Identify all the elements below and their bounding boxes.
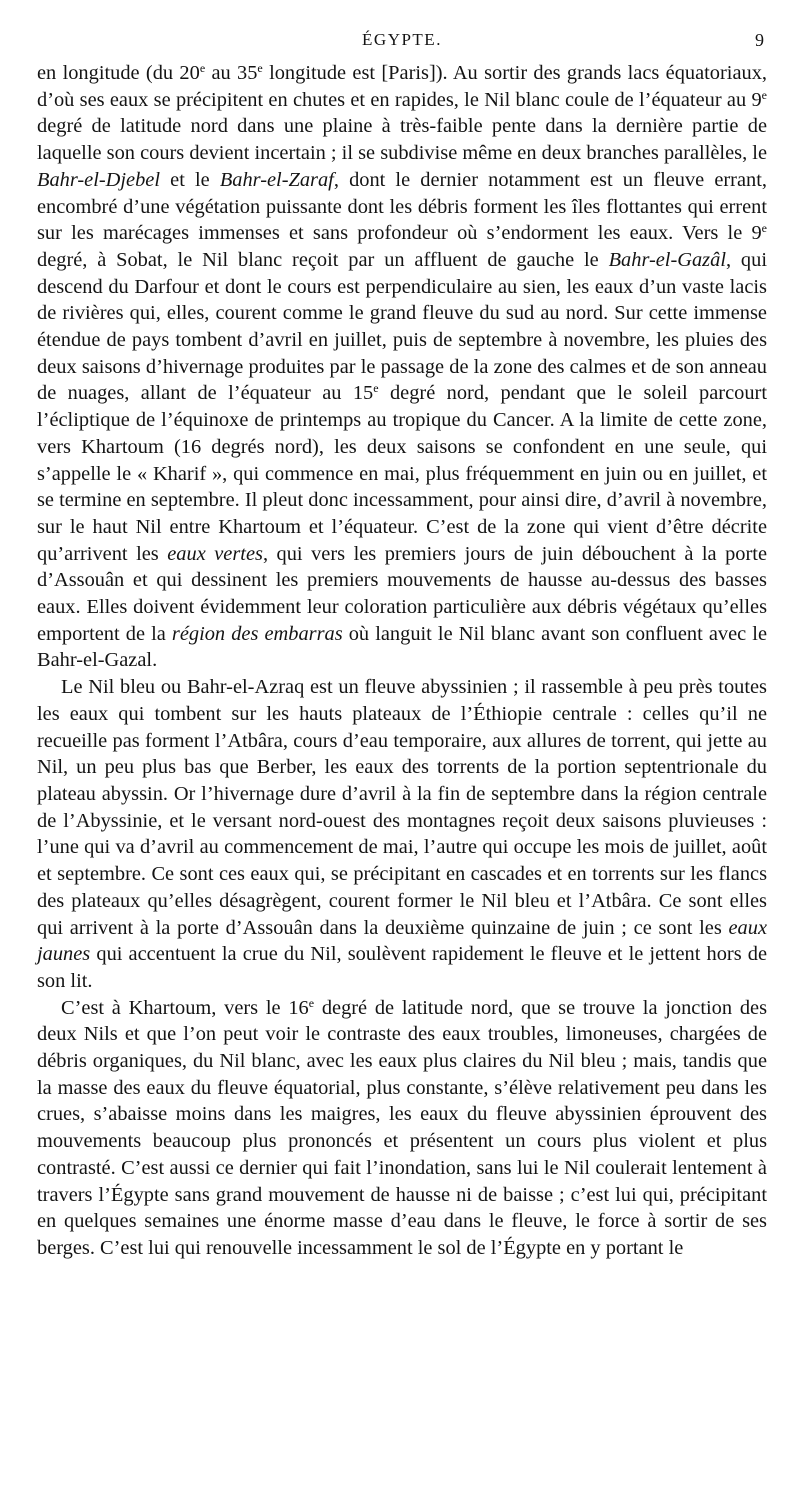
body-text [37,60,767,1262]
italic-term: région des embarras [171,622,343,645]
ordinal-superscript: e [761,87,767,102]
text-run: en longitude (du 20 [37,62,200,84]
text-run: , qui descend du Darfour et dont le cours est perpendiculaire au sien, les eaux d’un vaste lacis de rivières qui, elles, courent comme le grand fleuve du sud au nord. Sur cette immense étendue de pays tombent d’avril en juillet, puis de septembre à novembre, les pluies des deux saisons d’hivernage produites par le passage de la zone des calmes et de son anneau de nuages, allant de l’équateur au 15 [37,248,767,405]
page-number: 9 [755,30,764,50]
ordinal-superscript: e [199,61,206,75]
italic-term: Bahr-el-Djebel [37,168,161,191]
book-page [37,30,767,1262]
ordinal-superscript: e [308,995,315,1010]
text-run: , dont le dernier notamment est un fleuve errant, encombré d’une végétation puissante dont les débris forment les îles flottantes qui errent sur les marécages immenses et sans profondeur où s’endorment les eaux. Vers le 9 [37,168,767,245]
running-title: ÉGYPTE. [362,30,442,49]
paragraph [37,674,767,994]
ordinal-superscript: e [257,61,263,75]
ordinal-superscript: e [761,221,767,236]
text-run: longitude est [Paris]). Au sortir des grands lacs équatoriaux, d’où ses eaux se précipitent en chutes et en rapides, le Nil blanc coule de l’équateur au 9 [37,62,767,111]
text-run: degré, à Sobat, le Nil blanc reçoit par un affluent de gauche le [37,248,609,271]
text-run: Le Nil bleu ou Bahr-el-Azraq est un fleuve abyssinien ; il rassemble à peu près toutes les eaux qui tombent sur les hauts plateaux de l’Éthiopie centrale : celles qu’il ne recueille pas forment l’Atbâra, cours d’eau temporaire, aux allures de torrent, qui jette au Nil, un peu plus bas que Berber, les eaux des torrents de la portion septentrionale du plateau abyssin. Or l’hivernage dure d’avril à la fin de septembre dans la région centrale de l’Abyssinie, et le versant nord-ouest des montagnes reçoit deux saisons pluvieuses : l’une qui va d’avril au commencement de mai, l’autre qui occupe les mois de juillet, août et septembre. Ce sont ces eaux qui, se précipitant en cascades et en torrents sur les flancs des plateaux qu’elles désagrègent, courent former le Nil bleu et l’Atbâra. Ce sont elles qui arrivent à la porte d’Assouân dans la deuxième quinzaine de juin ; ce sont les [37,676,767,939]
text-run: degré de latitude nord dans une plaine à très-faible pente dans la dernière partie de laquelle son cours devient incertain ; il se subdivise même en deux branches parallèles, le [37,115,767,165]
paragraph [37,60,767,674]
paragraph [37,995,767,1262]
text-run: , qui vers les premiers jours de juin débouchent à la porte d’Assouân et qui dessinent les premiers mouvements de hausse au-dessus des basses eaux. Elles doivent évidemment leur coloration particulière aux débris végétaux qu’elles emportent de la [37,542,767,645]
ordinal-superscript: e [373,381,379,396]
text-run: et le [160,168,220,191]
text-run: où languit le Nil blanc avant son confluent avec le Bahr-el-Gazal. [37,622,768,672]
text-run: degré de latitude nord, que se trouve la jonction des deux Nils et que l’on peut voir le contraste des eaux troubles, limoneuses, chargées de débris organiques, du Nil blanc, avec les eaux plus claires du Nil bleu ; mais, tandis que la masse des eaux du fleuve équatorial, plus constante, s’élève relativement peu dans les crues, s’abaisse moins dans les maigres, les eaux du fleuve abyssinien éprouvent des mouvements beaucoup plus prononcés et présentent un cours plus violent et plus contrasté. C’est aussi ce dernier qui fait l’inondation, sans lui le Nil coulerait lentement à travers l’Égypte sans grand mouvement de hausse ni de baisse ; c’est lui qui, précipitant en quelques semaines une énorme masse d’eau dans le fleuve, le force à sortir de ses berges. C’est lui qui renouvelle incessamment le sol de l’Égypte en y portant le [37,996,768,1259]
text-run: qui accentuent la crue du Nil, soulèvent rapidement le fleuve et le jettent hors de son lit. [37,943,767,992]
running-head [37,30,767,60]
italic-term: Bahr-el-Gazâl [608,248,726,271]
text-run: au 35 [205,62,258,84]
italic-term: eaux jaunes [37,916,767,966]
italic-term: eaux vertes [167,542,263,565]
italic-term: Bahr-el-Zaraf [219,168,334,191]
text-run: C’est à Khartoum, vers le 16 [61,996,309,1019]
text-run: degré nord, pendant que le soleil parcourt l’écliptique de l’équinoxe de printemps au tropique du Cancer. A la limite de cette zone, vers Khartoum (16 degrés nord), les deux saisons se confondent en une seule, qui s’appelle le « Kharif », qui commence en mai, plus fréquemment en juin ou en juillet, et se termine en septembre. Il pleut donc incessamment, pour ainsi dire, d’avril à novembre, sur le haut Nil entre Khartoum et l’équateur. C’est de la zone qui vient d’être décrite qu’arrivent les [37,382,767,565]
